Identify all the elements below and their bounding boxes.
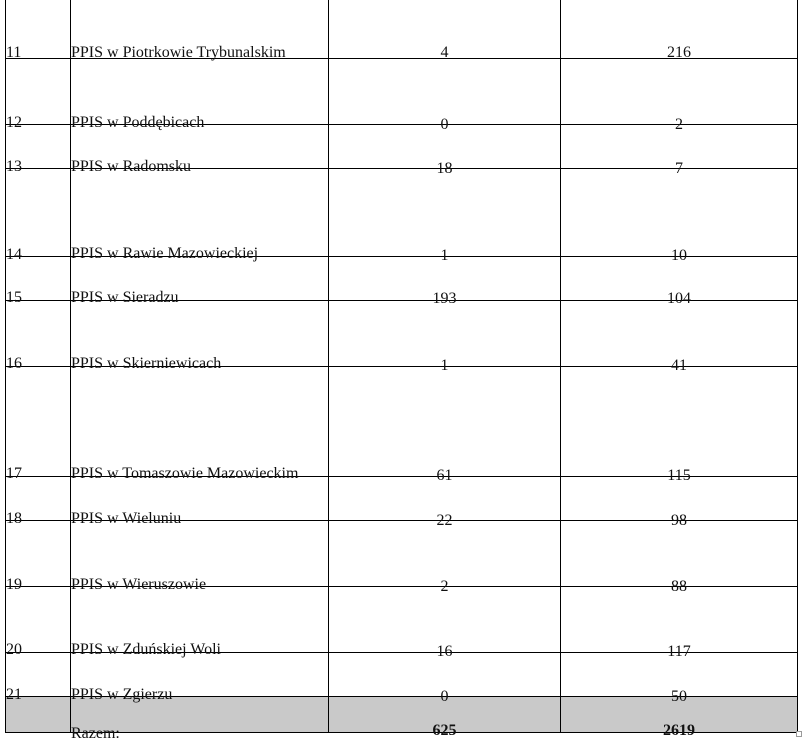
value-b: 50 <box>671 687 687 705</box>
row-number-cell <box>6 653 71 703</box>
unit-name-cell <box>71 477 329 527</box>
value-a-cell <box>329 521 561 595</box>
value-a: 61 <box>436 466 453 484</box>
table-row <box>6 367 798 477</box>
unit-name: PPIS w Sieradzu <box>71 288 179 306</box>
unit-name: PPIS w Skierniewicach <box>71 354 222 372</box>
row-number: 12 <box>6 113 22 131</box>
value-b: 88 <box>671 577 687 595</box>
row-number: 11 <box>6 43 22 61</box>
row-number: 15 <box>6 288 22 306</box>
unit-name: PPIS w Tomaszowie Mazowieckim <box>71 464 299 482</box>
value-b-cell <box>561 521 798 595</box>
unit-name-cell <box>71 59 329 131</box>
table-row <box>6 587 798 653</box>
row-number: 17 <box>6 464 22 482</box>
row-number-cell <box>6 59 71 131</box>
total-a: 625 <box>432 721 457 739</box>
row-number: 13 <box>6 157 22 175</box>
value-b: 2 <box>675 115 683 133</box>
unit-name-cell <box>71 301 329 372</box>
unit-name-cell <box>71 257 329 306</box>
value-a: 1 <box>440 356 449 374</box>
row-number: 14 <box>6 245 22 263</box>
value-b: 10 <box>671 246 687 264</box>
unit-name: PPIS w Wieluniu <box>71 509 182 527</box>
value-a-cell <box>329 0 561 59</box>
unit-name: PPIS w Rawie Mazowieckiej <box>71 244 259 262</box>
total-b: 2619 <box>663 721 695 739</box>
row-number: 21 <box>6 685 22 703</box>
unit-name: PPIS w Poddębicach <box>71 113 205 131</box>
value-a: 193 <box>432 289 457 307</box>
row-number-cell <box>6 0 71 59</box>
value-a-cell <box>329 587 561 660</box>
unit-name-cell <box>71 521 329 593</box>
table-row <box>6 521 798 587</box>
unit-name-cell <box>71 0 329 59</box>
value-a-cell <box>329 301 561 374</box>
value-b-cell <box>561 301 798 374</box>
unit-name: PPIS w Zduńskiej Woli <box>71 640 221 658</box>
value-b: 115 <box>667 466 691 484</box>
unit-name-cell <box>71 653 329 703</box>
row-number-cell <box>6 301 71 372</box>
value-b: 216 <box>667 43 691 61</box>
unit-name-cell <box>71 587 329 658</box>
row-number-cell <box>6 477 71 527</box>
value-b-cell <box>561 0 798 59</box>
row-number: 19 <box>6 575 22 593</box>
value-a: 0 <box>440 115 449 133</box>
row-number-cell <box>6 367 71 482</box>
unit-name: PPIS w Wieruszowie <box>71 575 207 593</box>
row-number-cell <box>6 587 71 658</box>
table-row <box>6 169 798 257</box>
value-b: 41 <box>671 356 687 374</box>
row-number-cell <box>6 169 71 263</box>
unit-name: PPIS w Piotrkowie Trybunalskim <box>71 43 286 61</box>
row-number-cell <box>6 521 71 593</box>
unit-name: PPIS w Radomsku <box>71 157 192 175</box>
table-row <box>6 59 798 125</box>
value-a: 0 <box>440 687 449 705</box>
row-number: 16 <box>6 354 22 372</box>
total-label: Razem: <box>71 724 120 742</box>
value-b: 104 <box>667 289 691 307</box>
value-a: 1 <box>440 246 449 264</box>
row-number: 20 <box>6 640 22 658</box>
value-b-cell <box>561 59 798 133</box>
data-table <box>5 0 798 742</box>
row-number: 18 <box>6 509 22 527</box>
value-a-cell <box>329 59 561 133</box>
value-b: 98 <box>671 511 687 529</box>
value-a-cell <box>329 169 561 264</box>
value-a: 4 <box>440 43 449 61</box>
value-a: 2 <box>440 577 449 595</box>
value-b: 117 <box>667 642 691 660</box>
value-a: 16 <box>436 642 453 660</box>
value-b: 7 <box>675 159 683 177</box>
value-a: 18 <box>436 159 453 177</box>
value-b-cell <box>561 367 798 484</box>
table-row <box>6 301 798 367</box>
value-a: 22 <box>436 511 453 529</box>
table-resize-handle[interactable] <box>796 731 802 737</box>
unit-name: PPIS w Zgierzu <box>71 685 173 703</box>
table-row <box>6 0 798 59</box>
unit-name-cell <box>71 169 329 262</box>
value-a-cell <box>329 367 561 484</box>
value-b-cell <box>561 169 798 264</box>
value-b-cell <box>561 587 798 660</box>
unit-name-cell <box>71 367 329 482</box>
